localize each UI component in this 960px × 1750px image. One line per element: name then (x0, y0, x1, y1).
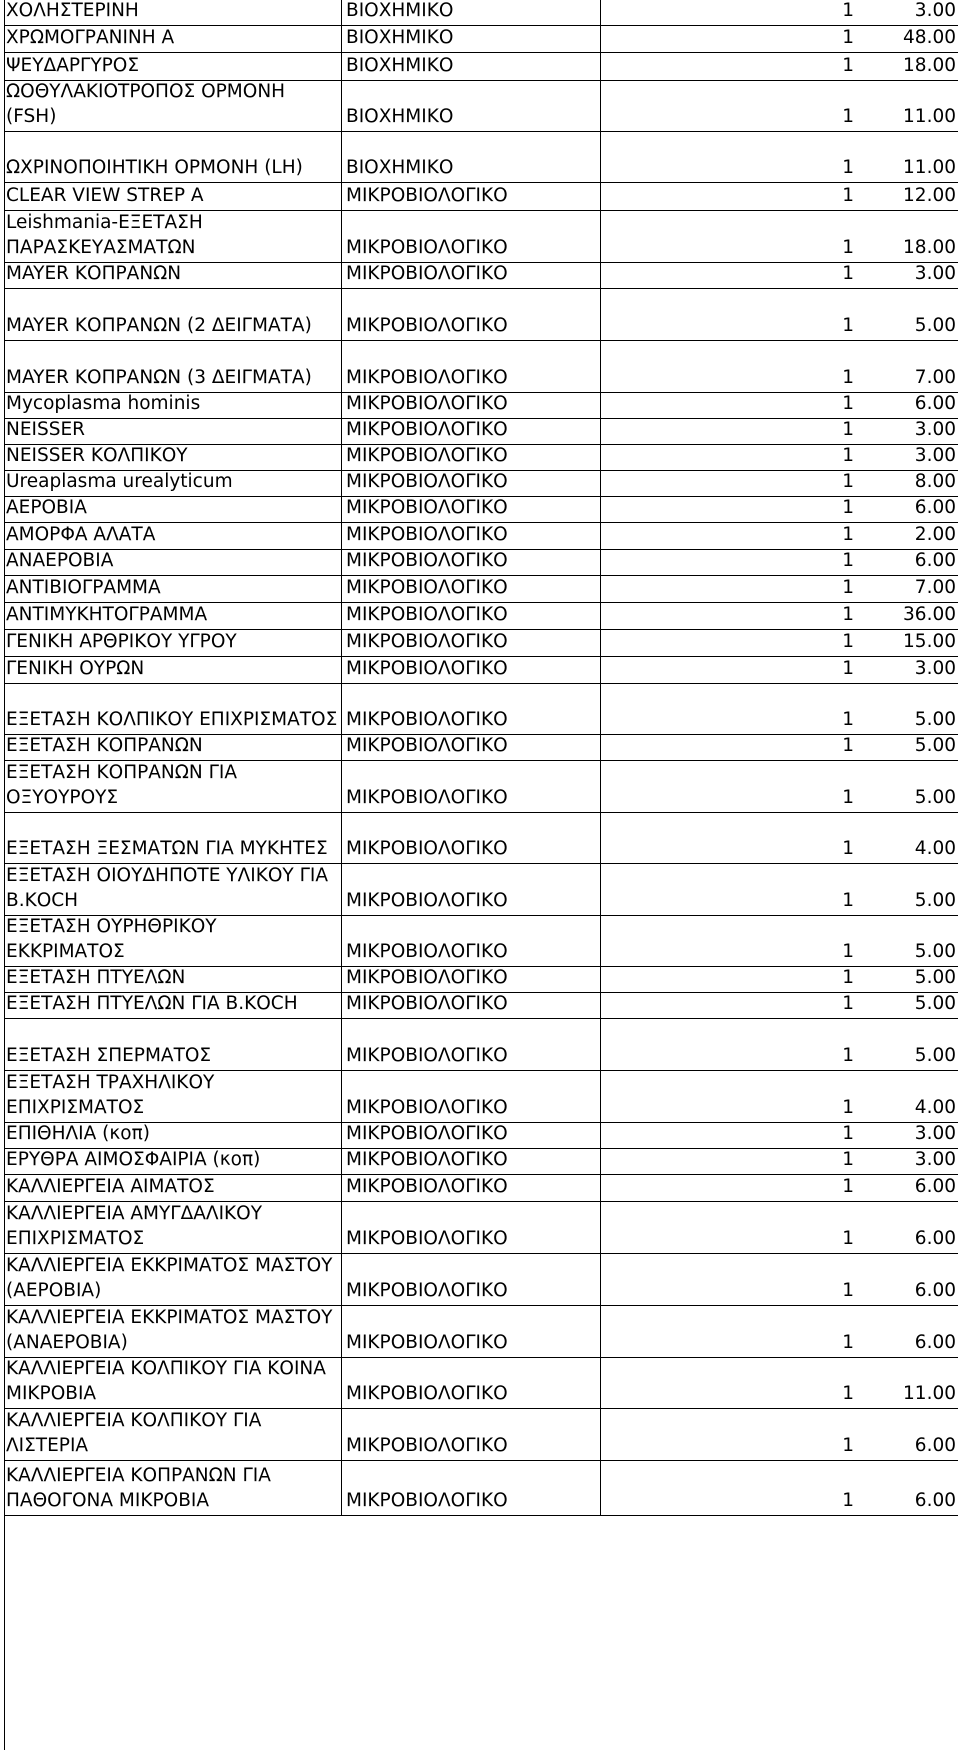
price-cell: 15.00 (903, 631, 956, 652)
price-cell: 48.00 (903, 27, 956, 48)
test-name-cell: ΕΞΕΤΑΣΗ ΚΟΛΠΙΚΟΥ ΕΠΙΧΡΙΣΜΑΤΟΣ (6, 709, 338, 730)
category-cell: ΜΙΚΡΟΒΙΟΛΟΓΙΚΟ (346, 419, 508, 440)
category-cell: ΜΙΚΡΟΒΙΟΛΟΓΙΚΟ (346, 1045, 508, 1066)
table-row (4, 1149, 958, 1175)
table-row (4, 813, 958, 864)
table-row (4, 657, 958, 684)
quantity-cell: 1 (842, 524, 854, 545)
test-name-cell: ΚΑΛΛΙΕΡΓΕΙΑ ΑΙΜΑΤΟΣ (6, 1176, 215, 1197)
table-row (4, 497, 958, 523)
test-name-cell: ΑΝΑΕΡΟΒΙΑ (6, 550, 114, 571)
price-cell: 5.00 (914, 941, 956, 962)
category-cell: ΜΙΚΡΟΒΙΟΛΟΓΙΚΟ (346, 1097, 508, 1118)
category-cell: ΜΙΚΡΟΒΙΟΛΟΓΙΚΟ (346, 709, 508, 730)
table-row (4, 916, 958, 967)
test-name-cell: ΕΞΕΤΑΣΗ ΠΤΥΕΛΩΝ ΓΙΑ Β.ΚΟCH (6, 993, 298, 1014)
category-cell: ΜΙΚΡΟΒΙΟΛΟΓΙΚΟ (346, 577, 508, 598)
category-cell: ΜΙΚΡΟΒΙΟΛΟΓΙΚΟ (346, 967, 508, 988)
quantity-cell: 1 (842, 263, 854, 284)
table-row (4, 761, 958, 813)
quantity-cell: 1 (842, 1045, 854, 1066)
quantity-cell: 1 (842, 1490, 854, 1511)
table-row (4, 1123, 958, 1149)
category-cell: ΜΙΚΡΟΒΙΟΛΟΓΙΚΟ (346, 1332, 508, 1353)
test-name-cell: ΕΞΕΤΑΣΗ ΟΙΟΥΔΗΠΟΤΕ ΥΛΙΚΟΥ ΓΙΑ Β.ΚΟCH (6, 865, 328, 911)
price-cell: 6.00 (914, 1280, 956, 1301)
quantity-cell: 1 (842, 993, 854, 1014)
table-row (4, 603, 958, 630)
quantity-cell: 1 (842, 1176, 854, 1197)
price-cell: 5.00 (914, 709, 956, 730)
category-cell: ΜΙΚΡΟΒΙΟΛΟΓΙΚΟ (346, 658, 508, 679)
category-cell: ΒΙΟΧΗΜΙΚΟ (346, 157, 454, 178)
price-cell: 3.00 (914, 658, 956, 679)
table-row (4, 471, 958, 497)
category-cell: ΜΙΚΡΟΒΙΟΛΟΓΙΚΟ (346, 185, 508, 206)
price-cell: 5.00 (914, 890, 956, 911)
test-name-cell: MAYER ΚΟΠΡΑΝΩΝ (6, 263, 182, 284)
table-row (4, 864, 958, 916)
quantity-cell: 1 (842, 419, 854, 440)
table-row (4, 132, 958, 183)
quantity-cell: 1 (842, 55, 854, 76)
category-cell: ΜΙΚΡΟΒΙΟΛΟΓΙΚΟ (346, 445, 508, 466)
table-row (4, 1019, 958, 1071)
quantity-cell: 1 (842, 445, 854, 466)
table-row (4, 576, 958, 603)
test-name-cell: ΨΕΥΔΑΡΓΥΡΟΣ (6, 55, 140, 76)
quantity-cell: 1 (842, 631, 854, 652)
quantity-cell: 1 (842, 0, 854, 21)
table-row (4, 523, 958, 550)
test-name-cell: ΚΑΛΛΙΕΡΓΕΙΑ ΚΟΛΠΙΚΟΥ ΓΙΑ ΚΟΙΝΑ ΜΙΚΡΟΒΙΑ (6, 1358, 326, 1404)
quantity-cell: 1 (842, 890, 854, 911)
price-cell: 6.00 (914, 1332, 956, 1353)
test-name-cell: ΧΡΩΜΟΓΡΑΝΙΝΗ Α (6, 27, 175, 48)
price-cell: 5.00 (914, 735, 956, 756)
test-name-cell: ΑΕΡΟΒΙΑ (6, 497, 87, 518)
table-row (4, 684, 958, 735)
category-cell: ΜΙΚΡΟΒΙΟΛΟΓΙΚΟ (346, 1280, 508, 1301)
category-cell: ΜΙΚΡΟΒΙΟΛΟΓΙΚΟ (346, 787, 508, 808)
table-row (4, 1254, 958, 1306)
test-name-cell: MAYER ΚΟΠΡΑΝΩΝ (3 ΔΕΙΓΜΑΤΑ) (6, 367, 312, 388)
category-cell: ΜΙΚΡΟΒΙΟΛΟΓΙΚΟ (346, 237, 508, 258)
test-name-cell: NEISSER (6, 419, 86, 440)
price-cell: 3.00 (914, 0, 956, 21)
test-name-cell: ΕΞΕΤΑΣΗ ΣΠΕΡΜΑΤΟΣ (6, 1045, 212, 1066)
test-name-cell: ΚΑΛΛΙΕΡΓΕΙΑ ΕΚΚΡΙΜΑΤΟΣ ΜΑΣΤΟΥ (ΑΝΑΕΡΟΒΙΑ) (6, 1307, 333, 1353)
test-name-cell: ΚΑΛΛΙΕΡΓΕΙΑ ΕΚΚΡΙΜΑΤΟΣ ΜΑΣΤΟΥ (ΑΕΡΟΒΙΑ) (6, 1255, 333, 1301)
test-name-cell: ΕΞΕΤΑΣΗ ΤΡΑΧΗΛΙΚΟΥ ΕΠΙΧΡΙΣΜΑΤΟΣ (6, 1072, 215, 1118)
price-cell: 6.00 (914, 1176, 956, 1197)
quantity-cell: 1 (842, 967, 854, 988)
category-cell: ΜΙΚΡΟΒΙΟΛΟΓΙΚΟ (346, 1228, 508, 1249)
test-name-cell: NEISSER ΚΟΛΠΙΚΟΥ (6, 445, 188, 466)
quantity-cell: 1 (842, 658, 854, 679)
test-name-cell: ΕΡΥΘΡΑ ΑΙΜΟΣΦΑΙΡΙΑ (κοπ) (6, 1149, 261, 1170)
test-name-cell: Mycoplasma hominis (6, 393, 201, 414)
category-cell: ΜΙΚΡΟΒΙΟΛΟΓΙΚΟ (346, 1176, 508, 1197)
test-name-cell: ΓΕΝΙΚΗ ΟΥΡΩΝ (6, 658, 145, 679)
quantity-cell: 1 (842, 185, 854, 206)
category-cell: ΜΙΚΡΟΒΙΟΛΟΓΙΚΟ (346, 1123, 508, 1144)
price-table (4, 0, 958, 1516)
quantity-cell: 1 (842, 106, 854, 127)
test-name-cell: ΚΑΛΛΙΕΡΓΕΙΑ ΚΟΠΡΑΝΩΝ ΓΙΑ ΠΑΘΟΓΟΝΑ ΜΙΚΡΟΒΙΑ (6, 1465, 271, 1511)
price-cell: 36.00 (903, 604, 956, 625)
price-cell: 12.00 (903, 185, 956, 206)
price-cell: 3.00 (914, 445, 956, 466)
quantity-cell: 1 (842, 1149, 854, 1170)
test-name-cell: Leishmania-ΕΞΕΤΑΣΗ ΠΑΡΑΣΚΕΥΑΣΜΑΤΩΝ (6, 212, 203, 258)
quantity-cell: 1 (842, 393, 854, 414)
quantity-cell: 1 (842, 838, 854, 859)
price-cell: 6.00 (914, 497, 956, 518)
price-cell: 5.00 (914, 1045, 956, 1066)
table-row (4, 263, 958, 289)
quantity-cell: 1 (842, 550, 854, 571)
test-name-cell: ΚΑΛΛΙΕΡΓΕΙΑ ΑΜΥΓΔΑΛΙΚΟΥ ΕΠΙΧΡΙΣΜΑΤΟΣ (6, 1203, 263, 1249)
price-cell: 11.00 (903, 106, 956, 127)
quantity-cell: 1 (842, 237, 854, 258)
table-row (4, 735, 958, 761)
quantity-cell: 1 (842, 1435, 854, 1456)
table-row (4, 1409, 958, 1461)
price-cell: 18.00 (903, 237, 956, 258)
table-row (4, 1306, 958, 1358)
category-cell: ΜΙΚΡΟΒΙΟΛΟΓΙΚΟ (346, 393, 508, 414)
quantity-cell: 1 (842, 1228, 854, 1249)
price-cell: 5.00 (914, 315, 956, 336)
table-row (4, 1175, 958, 1202)
table-row (4, 289, 958, 341)
test-name-cell: ΕΠΙΘΗΛΙΑ (κοπ) (6, 1123, 150, 1144)
quantity-cell: 1 (842, 709, 854, 730)
table-row (4, 993, 958, 1019)
price-cell: 11.00 (903, 157, 956, 178)
table-row (4, 550, 958, 576)
category-cell: ΒΙΟΧΗΜΙΚΟ (346, 27, 454, 48)
test-name-cell: ΑΜΟΡΦΑ ΑΛΑΤΑ (6, 524, 156, 545)
table-row (4, 0, 958, 26)
table-row (4, 1461, 958, 1516)
test-name-cell: Ureaplasma urealyticum (6, 471, 233, 492)
table-left-border (4, 0, 5, 1750)
test-name-cell: ΩΟΘΥΛΑΚΙΟΤΡΟΠΟΣ ΟΡΜΟΝΗ (FSH) (6, 81, 286, 127)
quantity-cell: 1 (842, 604, 854, 625)
quantity-cell: 1 (842, 1123, 854, 1144)
test-name-cell: ΕΞΕΤΑΣΗ ΚΟΠΡΑΝΩΝ ΓΙΑ ΟΞΥΟΥΡΟΥΣ (6, 762, 238, 808)
price-cell: 2.00 (914, 524, 956, 545)
price-cell: 6.00 (914, 1435, 956, 1456)
test-name-cell: ΕΞΕΤΑΣΗ ΚΟΠΡΑΝΩΝ (6, 735, 203, 756)
table-row (4, 1358, 958, 1409)
category-cell: ΜΙΚΡΟΒΙΟΛΟΓΙΚΟ (346, 838, 508, 859)
quantity-cell: 1 (842, 315, 854, 336)
quantity-cell: 1 (842, 497, 854, 518)
quantity-cell: 1 (842, 27, 854, 48)
price-cell: 18.00 (903, 55, 956, 76)
quantity-cell: 1 (842, 367, 854, 388)
test-name-cell: MAYER ΚΟΠΡΑΝΩΝ (2 ΔΕΙΓΜΑΤΑ) (6, 315, 312, 336)
test-name-cell: ΩΧΡΙΝΟΠΟΙΗΤΙΚΗ ΟΡΜΟΝΗ (LH) (6, 157, 303, 178)
category-cell: ΜΙΚΡΟΒΙΟΛΟΓΙΚΟ (346, 993, 508, 1014)
quantity-cell: 1 (842, 1097, 854, 1118)
quantity-cell: 1 (842, 1280, 854, 1301)
test-name-cell: ΚΑΛΛΙΕΡΓΕΙΑ ΚΟΛΠΙΚΟΥ ΓΙΑ ΛΙΣΤΕΡΙΑ (6, 1410, 262, 1456)
category-cell: ΒΙΟΧΗΜΙΚΟ (346, 106, 454, 127)
table-row (4, 26, 958, 53)
category-cell: ΜΙΚΡΟΒΙΟΛΟΓΙΚΟ (346, 550, 508, 571)
quantity-cell: 1 (842, 577, 854, 598)
table-row (4, 445, 958, 471)
category-cell: ΜΙΚΡΟΒΙΟΛΟΓΙΚΟ (346, 941, 508, 962)
price-cell: 6.00 (914, 393, 956, 414)
price-cell: 3.00 (914, 1123, 956, 1144)
category-cell: ΜΙΚΡΟΒΙΟΛΟΓΙΚΟ (346, 735, 508, 756)
category-cell: ΜΙΚΡΟΒΙΟΛΟΓΙΚΟ (346, 263, 508, 284)
table-row (4, 630, 958, 657)
category-cell: ΜΙΚΡΟΒΙΟΛΟΓΙΚΟ (346, 367, 508, 388)
price-cell: 6.00 (914, 1490, 956, 1511)
test-name-cell: ΑΝΤΙΒΙΟΓΡΑΜΜΑ (6, 577, 161, 598)
table-row (4, 183, 958, 211)
quantity-cell: 1 (842, 1332, 854, 1353)
category-cell: ΜΙΚΡΟΒΙΟΛΟΓΙΚΟ (346, 524, 508, 545)
category-cell: ΜΙΚΡΟΒΙΟΛΟΓΙΚΟ (346, 315, 508, 336)
test-name-cell: ΧΟΛΗΣΤΕΡΙΝΗ (6, 0, 139, 21)
test-name-cell: ΓΕΝΙΚΗ ΑΡΘΡΙΚΟΥ ΥΓΡΟΥ (6, 631, 237, 652)
quantity-cell: 1 (842, 941, 854, 962)
table-row (4, 1202, 958, 1254)
category-cell: ΜΙΚΡΟΒΙΟΛΟΓΙΚΟ (346, 604, 508, 625)
price-cell: 5.00 (914, 993, 956, 1014)
table-row (4, 341, 958, 393)
category-cell: ΒΙΟΧΗΜΙΚΟ (346, 55, 454, 76)
price-cell: 7.00 (914, 367, 956, 388)
test-name-cell: ΕΞΕΤΑΣΗ ΞΕΣΜΑΤΩΝ ΓΙΑ ΜΥΚΗΤΕΣ (6, 838, 328, 859)
price-cell: 3.00 (914, 419, 956, 440)
price-cell: 6.00 (914, 550, 956, 571)
price-cell: 6.00 (914, 1228, 956, 1249)
category-cell: ΜΙΚΡΟΒΙΟΛΟΓΙΚΟ (346, 471, 508, 492)
test-name-cell: ΕΞΕΤΑΣΗ ΠΤΥΕΛΩΝ (6, 967, 186, 988)
quantity-cell: 1 (842, 471, 854, 492)
quantity-cell: 1 (842, 787, 854, 808)
table-row (4, 393, 958, 419)
price-cell: 3.00 (914, 1149, 956, 1170)
price-cell: 11.00 (903, 1383, 956, 1404)
category-cell: ΜΙΚΡΟΒΙΟΛΟΓΙΚΟ (346, 1383, 508, 1404)
price-cell: 4.00 (914, 838, 956, 859)
quantity-cell: 1 (842, 157, 854, 178)
price-cell: 5.00 (914, 967, 956, 988)
table-row (4, 53, 958, 81)
table-row (4, 1071, 958, 1123)
price-cell: 8.00 (914, 471, 956, 492)
table-row (4, 81, 958, 132)
quantity-cell: 1 (842, 735, 854, 756)
category-cell: ΒΙΟΧΗΜΙΚΟ (346, 0, 454, 21)
test-name-cell: CLEAR VIEW STREP A (6, 185, 204, 206)
table-row (4, 211, 958, 263)
price-cell: 5.00 (914, 787, 956, 808)
category-cell: ΜΙΚΡΟΒΙΟΛΟΓΙΚΟ (346, 497, 508, 518)
category-cell: ΜΙΚΡΟΒΙΟΛΟΓΙΚΟ (346, 1435, 508, 1456)
price-cell: 4.00 (914, 1097, 956, 1118)
category-cell: ΜΙΚΡΟΒΙΟΛΟΓΙΚΟ (346, 1490, 508, 1511)
category-cell: ΜΙΚΡΟΒΙΟΛΟΓΙΚΟ (346, 1149, 508, 1170)
table-row (4, 967, 958, 993)
test-name-cell: ΑΝΤΙΜΥΚΗΤΟΓΡΑΜΜΑ (6, 604, 208, 625)
price-cell: 3.00 (914, 263, 956, 284)
test-name-cell: ΕΞΕΤΑΣΗ ΟΥΡΗΘΡΙΚΟΥ ΕΚΚΡΙΜΑΤΟΣ (6, 916, 217, 962)
quantity-cell: 1 (842, 1383, 854, 1404)
price-cell: 7.00 (914, 577, 956, 598)
table-row (4, 419, 958, 445)
category-cell: ΜΙΚΡΟΒΙΟΛΟΓΙΚΟ (346, 631, 508, 652)
category-cell: ΜΙΚΡΟΒΙΟΛΟΓΙΚΟ (346, 890, 508, 911)
